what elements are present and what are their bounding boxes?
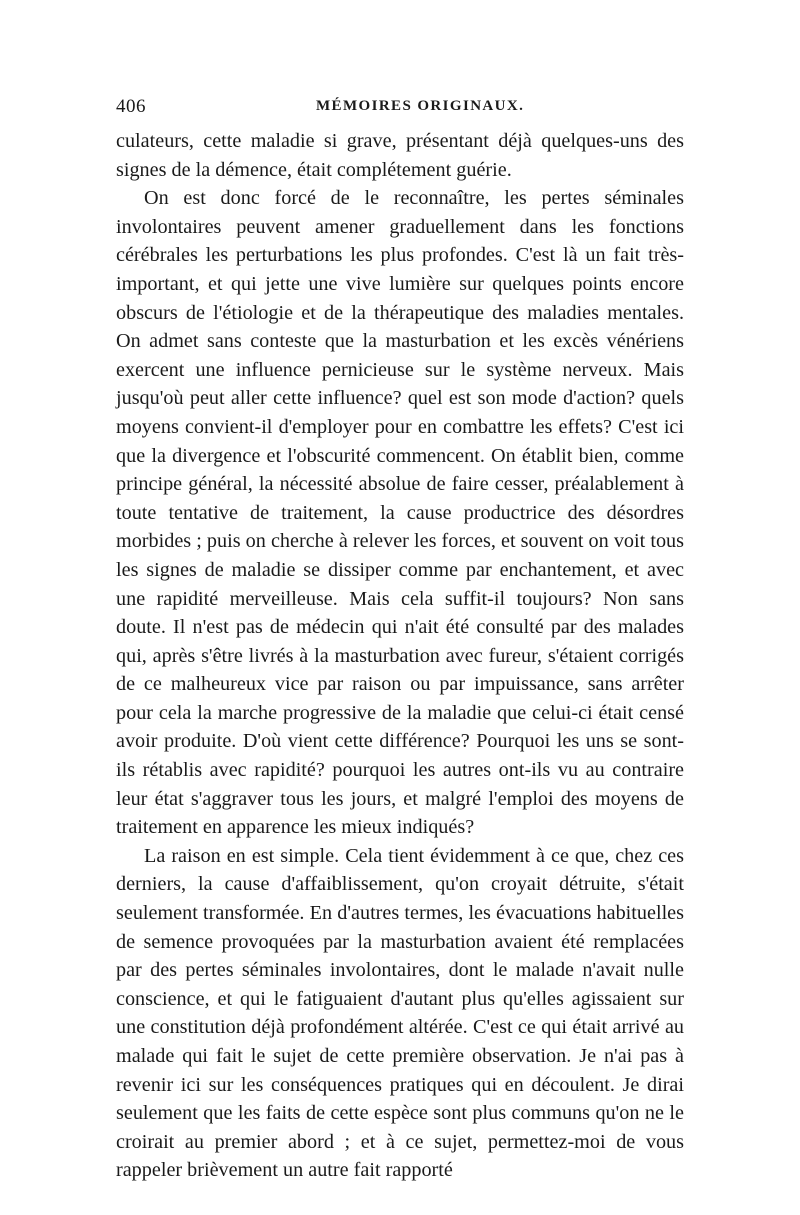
paragraph: La raison en est simple. Cela tient évidemment à ce que, chez ces derniers, la cause d'affaiblissement, qu'on croyait détruite, s'était seulement transformée. En d'autres termes, les évacuations habituelles de semence provoquées par la masturbation avaient été remplacées par des pertes séminales involontaires, dont le malade n'avait nulle conscience, et qui le fatiguaient d'autant plus qu'elles agissaient sur une constitution déjà profondément altérée. C'est ce qui était arrivé au malade qui fait le sujet de cette première observation. Je n'ai pas à revenir ici sur les conséquences pratiques qui en découlent. Je dirai seulement que les faits de cette espèce sont plus communs qu'on ne le croirait au premier abord ; et à ce sujet, permettez-moi de vous rappeler brièvement un autre fait rapporté xyxy=(116,844,684,1182)
body-text xyxy=(116,127,684,1185)
paragraph: On est donc forcé de le reconnaître, les pertes séminales involontaires peuvent amener graduellement dans les fonctions cérébrales les perturbations les plus profondes. C'est là un fait très-important, et qui jette une vive lumière sur quelques points encore obscurs de l'étiologie et de la thérapeutique des maladies mentales. On admet sans conteste que la masturbation et les excès vénériens exercent une influence pernicieuse sur le système nerveux. Mais jusqu'où peut aller cette influence? quel est son mode d'action? quels moyens convient-il d'employer pour en combattre les effets? C'est ici que la divergence et l'obscurité commencent. On établit bien, comme principe général, la nécessité absolue de faire cesser, préalablement à toute tentative de traitement, la cause productrice des désordres morbides ; puis on cherche à relever les forces, et souvent on voit tous les signes de maladie se dissiper comme par enchantement, et avec une rapidité merveilleuse. Mais cela suffit-il toujours? Non sans doute. Il n'est pas de médecin qui n'ait été consulté par des malades qui, après s'être livrés à la masturbation avec fureur, s'étaient corrigés de ce malheureux vice par raison ou par impuissance, sans arrêter pour cela la marche progressive de la maladie que celui-ci était censé avoir produite. D'où vient cette différence? Pourquoi les uns se sont-ils rétablis avec rapidité? pourquoi les autres ont-ils vu au contraire leur état s'aggraver tous les jours, et malgré l'emploi des moyens de traitement en apparence les mieux indiqués? xyxy=(116,187,684,839)
page-number: 406 xyxy=(116,96,146,117)
page-header xyxy=(116,96,686,122)
running-title: MÉMOIRES ORIGINAUX. xyxy=(316,98,525,114)
paragraph-continuation: culateurs, cette maladie si grave, présentant déjà quelques-uns des signes de la démence, était complétement guérie. xyxy=(116,130,684,181)
